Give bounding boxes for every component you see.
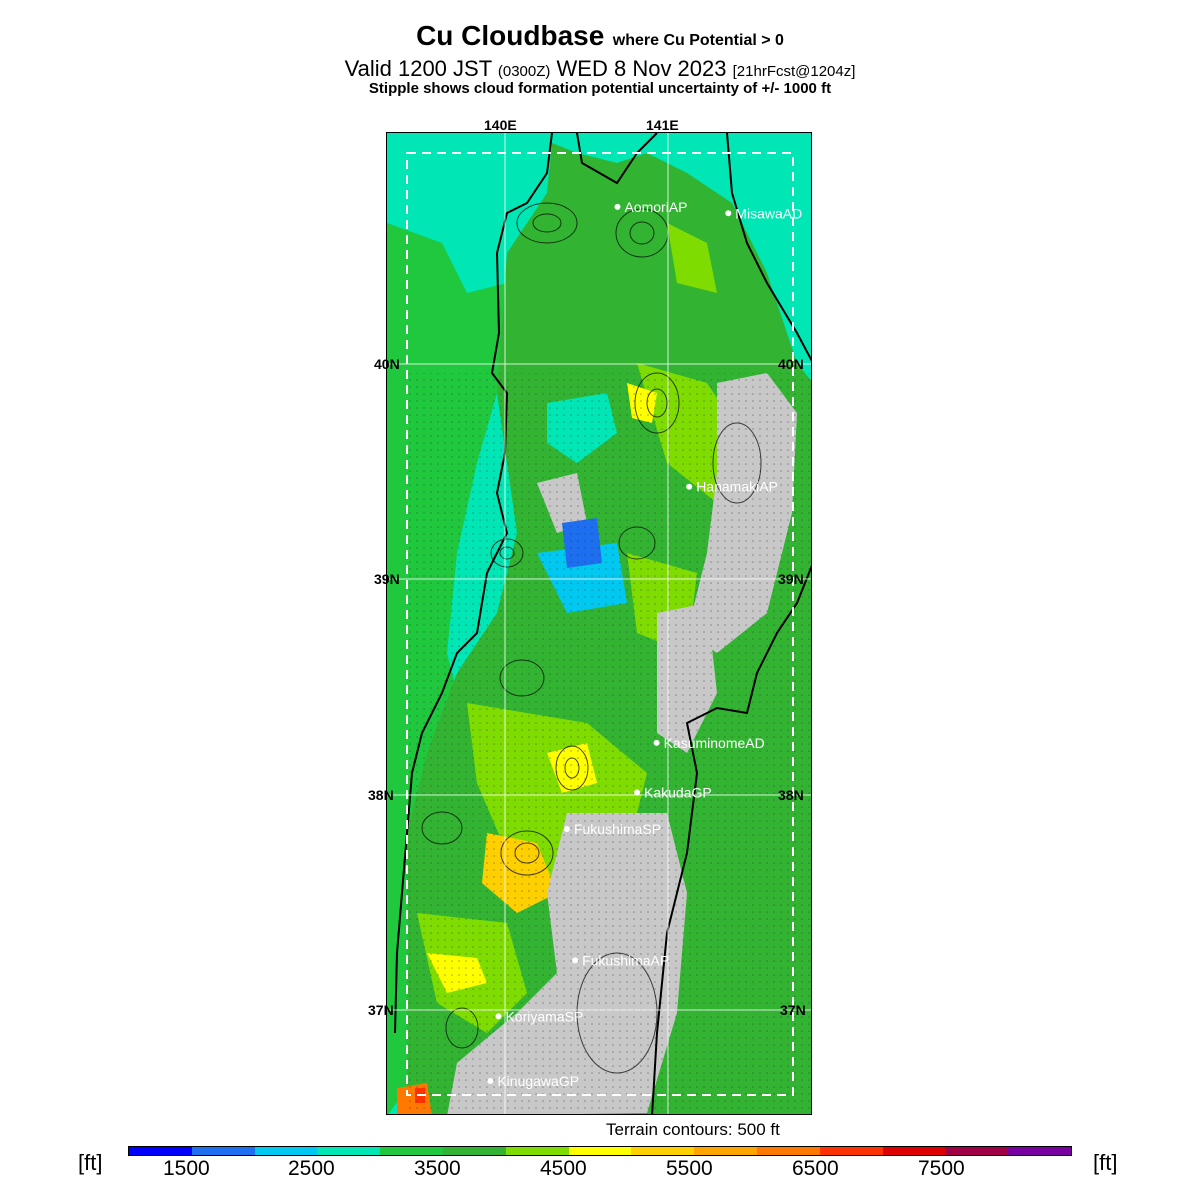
stipple-note: Stipple shows cloud formation potential uncertainty of +/- 1000 ft bbox=[368, 80, 832, 97]
colorbar-segment bbox=[129, 1147, 192, 1155]
station-dot bbox=[487, 1078, 493, 1084]
station-label: KasuminomeAD bbox=[663, 734, 765, 751]
station-dot bbox=[654, 740, 660, 746]
colorbar-label-1500: 1500 bbox=[163, 1157, 210, 1180]
station-label: HanamakiAP bbox=[696, 478, 778, 495]
colorbar-segment bbox=[757, 1147, 820, 1155]
colorbar-segment bbox=[820, 1147, 883, 1155]
colorbar-segment bbox=[443, 1147, 506, 1155]
station-label: KakudaGP bbox=[644, 784, 712, 801]
valid-date: WED 8 Nov 2023 bbox=[556, 56, 727, 81]
station-label: FukushimaSP bbox=[573, 821, 662, 838]
map-title: Cu Cloudbase bbox=[416, 20, 605, 51]
station-dot bbox=[564, 826, 570, 832]
lat-label-right-39: 39N bbox=[778, 571, 804, 587]
colorbar-label-4500: 4500 bbox=[540, 1157, 587, 1180]
station-label: KoriyamaSP bbox=[505, 1008, 584, 1025]
colorbar-segment bbox=[317, 1147, 380, 1155]
colorbar-segment bbox=[569, 1147, 632, 1155]
forecast-label: [21hrFcst@1204z] bbox=[732, 63, 856, 80]
lon-label-top-140: 140E bbox=[484, 117, 517, 133]
map-canvas bbox=[387, 133, 812, 1115]
station-label: AomoriAP bbox=[624, 198, 688, 215]
colorbar bbox=[128, 1146, 1072, 1156]
station-dot bbox=[572, 957, 578, 963]
title-line-main bbox=[0, 20, 1200, 52]
valid-time-line bbox=[0, 56, 1200, 82]
lat-label-right-38: 38N bbox=[778, 787, 804, 803]
lat-label-left-39: 39N bbox=[374, 571, 400, 587]
colorbar-label-5500: 5500 bbox=[666, 1157, 713, 1180]
terrain-contour-note: Terrain contours: 500 ft bbox=[606, 1120, 780, 1139]
colorbar-segment bbox=[1008, 1147, 1071, 1155]
valid-prefix: Valid 1200 JST bbox=[344, 56, 492, 81]
colorbar-segment bbox=[694, 1147, 757, 1155]
colorbar-unit-right: [ft] bbox=[1093, 1150, 1118, 1175]
colorbar-label-6500: 6500 bbox=[792, 1157, 839, 1180]
colorbar-segment bbox=[506, 1147, 569, 1155]
lat-label-left-40: 40N bbox=[374, 356, 400, 372]
cloudbase-map bbox=[386, 132, 812, 1115]
map-title-qualifier: where Cu Potential > 0 bbox=[612, 32, 784, 49]
lat-label-right-40: 40N bbox=[778, 356, 804, 372]
colorbar-segment bbox=[883, 1147, 946, 1155]
station-label: MisawaAD bbox=[735, 205, 803, 222]
valid-zulu: (0300Z) bbox=[497, 63, 551, 80]
station-dot bbox=[634, 789, 640, 795]
station-dot bbox=[495, 1013, 501, 1019]
colorbar-unit-left: [ft] bbox=[78, 1150, 103, 1175]
colorbar-label-3500: 3500 bbox=[414, 1157, 461, 1180]
colorbar-segment bbox=[380, 1147, 443, 1155]
colorbar-label-7500: 7500 bbox=[918, 1157, 965, 1180]
station-label: FukushimaAP bbox=[582, 952, 670, 969]
colorbar-segment bbox=[255, 1147, 318, 1155]
station-dot bbox=[614, 204, 620, 210]
station-label: KinugawaGP bbox=[497, 1072, 580, 1089]
lat-label-left-37: 37N bbox=[368, 1002, 394, 1018]
colorbar-segment bbox=[945, 1147, 1008, 1155]
lat-label-left-38: 38N bbox=[368, 787, 394, 803]
colorbar-segment bbox=[192, 1147, 255, 1155]
colorbar-label-2500: 2500 bbox=[288, 1157, 335, 1180]
colorbar-segment bbox=[631, 1147, 694, 1155]
station-dot bbox=[725, 210, 731, 216]
station-dot bbox=[686, 484, 692, 490]
lat-label-right-37: 37N bbox=[780, 1002, 806, 1018]
lon-label-top-141: 141E bbox=[646, 117, 679, 133]
